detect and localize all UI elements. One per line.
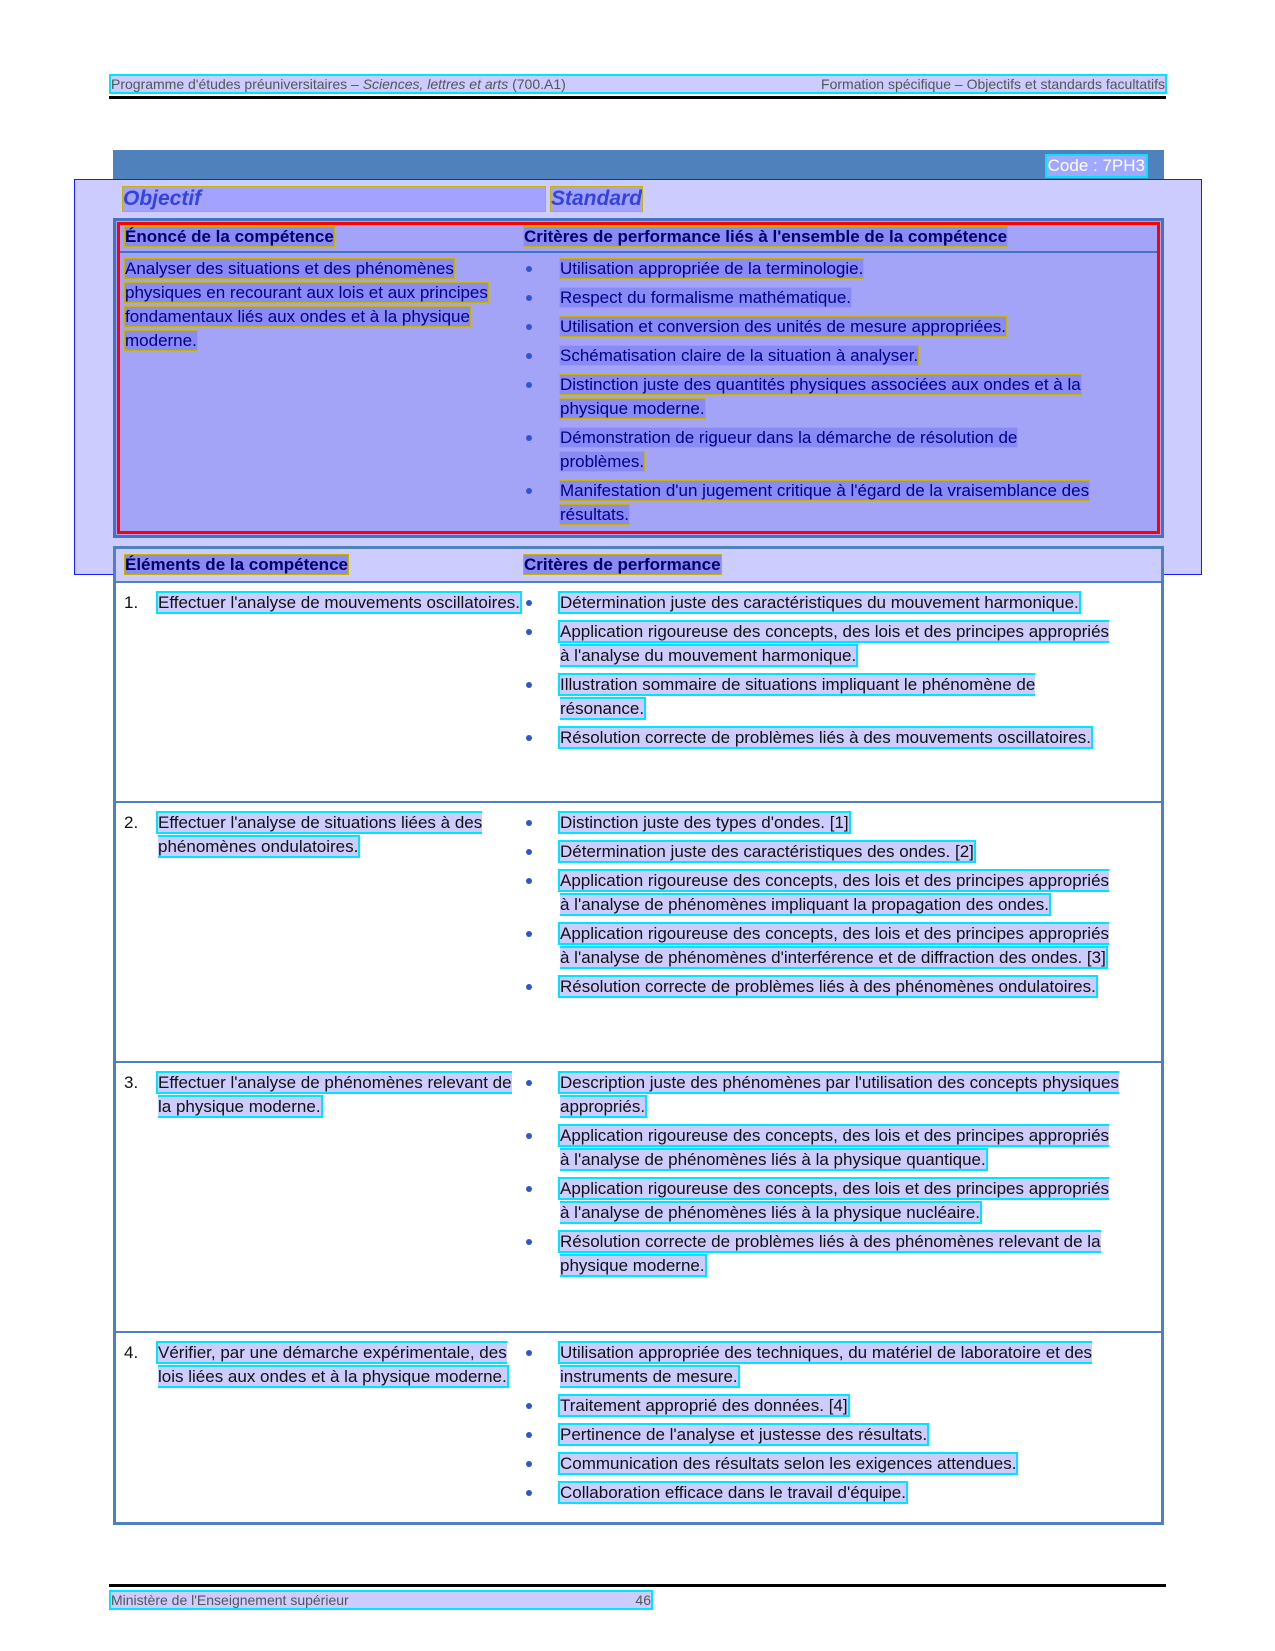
page-number: 46 — [635, 1592, 651, 1608]
criterion-text: Collaboration efficace dans le travail d'équipe. — [560, 1483, 906, 1502]
competence-criteria-list — [524, 257, 1094, 532]
criterion-text: Pertinence de l'analyse et justesse des résultats. — [560, 1425, 928, 1444]
criterion-item — [524, 373, 1094, 421]
criterion-text: Résolution correcte de problèmes liés à des phénomènes ondulatoires. — [560, 977, 1096, 996]
element-number: 4. — [124, 1343, 139, 1362]
criterion-item — [524, 286, 1094, 310]
criterion-text: Communication des résultats selon les exigences attendues. — [560, 1454, 1017, 1473]
competence-table — [113, 218, 1164, 538]
criterion-item — [524, 479, 1094, 527]
element-text — [124, 1071, 524, 1119]
criterion-item — [524, 1394, 1119, 1418]
criterion-item — [524, 344, 1094, 368]
criterion-item — [524, 426, 1094, 474]
element-description-text: Effectuer l'analyse de mouvements oscillatoires. — [158, 593, 520, 612]
criterion-text: Résolution correcte de problèmes liés à des mouvements oscillatoires. — [560, 728, 1092, 747]
element-description — [124, 1071, 524, 1119]
criterion-text: Distinction juste des types d'ondes. [1] — [560, 813, 849, 832]
criterion-item — [524, 1177, 1119, 1225]
criterion-item — [524, 1341, 1119, 1389]
element-description — [124, 591, 524, 615]
criterion-text: Application rigoureuse des concepts, des lois et des principes appropriés à l'analyse de phénomènes impliquant la propagation des ondes. — [560, 871, 1110, 914]
header-program: Programme d'études préuniversitaires – Sciences, lettres et arts (700.A1) — [111, 76, 566, 92]
criterion-item — [524, 1071, 1119, 1119]
criteria-list — [524, 1071, 1119, 1283]
criterion-item — [524, 673, 1119, 721]
criterion-text: Application rigoureuse des concepts, des lois et des principes appropriés à l'analyse de phénomènes d'interférence et de diffraction des ondes. [3] — [560, 924, 1110, 967]
criterion-text: Détermination juste des caractéristiques des ondes. [2] — [560, 842, 974, 861]
criteria-list — [524, 591, 1119, 755]
element-number: 2. — [124, 813, 139, 832]
element-text — [124, 591, 524, 615]
element-text — [124, 1341, 524, 1389]
header-section: Formation spécifique – Objectifs et standards facultatifs — [821, 76, 1165, 92]
code-bar — [113, 150, 1164, 179]
element-description — [124, 811, 524, 859]
criteria-list — [524, 1341, 1119, 1510]
elements-header: Éléments de la compétence — [125, 555, 348, 574]
criteres-header: Critères de performance — [524, 555, 721, 574]
course-code: Code : 7PH3 — [1047, 156, 1145, 175]
criterion-item — [524, 726, 1119, 750]
criterion-item — [524, 840, 1119, 864]
criterion-item — [524, 1230, 1119, 1278]
divider — [120, 251, 1157, 253]
criterion-text: Résolution correcte de problèmes liés à des phénomènes relevant de la physique moderne. — [560, 1232, 1101, 1275]
header-rule — [109, 96, 1166, 99]
criterion-text: Distinction juste des quantités physiques associées aux ondes et à la physique moderne. — [560, 375, 1081, 418]
criteres-ensemble-header: Critères de performance liés à l'ensemble de la compétence — [524, 227, 1008, 246]
criterion-item — [524, 257, 1094, 281]
criterion-item — [524, 1423, 1119, 1447]
criterion-text: Respect du formalisme mathématique. — [560, 288, 852, 307]
element-number: 1. — [124, 593, 139, 612]
criteria-list — [524, 811, 1119, 1004]
criterion-item — [524, 975, 1119, 999]
criterion-item — [524, 1452, 1119, 1476]
footer-rule — [109, 1584, 1166, 1587]
criterion-item — [524, 1481, 1119, 1505]
footer-ministry: Ministère de l'Enseignement supérieur — [111, 1592, 349, 1608]
criterion-text: Application rigoureuse des concepts, des lois et des principes appropriés à l'analyse du mouvement harmonique. — [560, 622, 1110, 665]
criterion-text: Utilisation appropriée des techniques, du matériel de laboratoire et des instruments de mesure. — [560, 1343, 1093, 1386]
criterion-text: Illustration sommaire de situations impliquant le phénomène de résonance. — [560, 675, 1036, 718]
element-row — [116, 1061, 1161, 1333]
standard-label: Standard — [551, 187, 643, 210]
criterion-text: Traitement approprié des données. [4] — [560, 1396, 848, 1415]
element-number: 3. — [124, 1073, 139, 1092]
element-description-text: Effectuer l'analyse de situations liées à des phénomènes ondulatoires. — [158, 813, 483, 856]
enonce-header: Énoncé de la compétence — [125, 227, 334, 246]
criterion-text: Application rigoureuse des concepts, des lois et des principes appropriés à l'analyse de phénomènes liés à la physique nucléaire. — [560, 1179, 1110, 1222]
element-text — [124, 811, 524, 859]
criterion-item — [524, 1124, 1119, 1172]
element-row — [116, 1331, 1161, 1526]
criterion-item — [524, 922, 1119, 970]
criterion-item — [524, 591, 1119, 615]
element-description — [124, 1341, 524, 1389]
objectif-label: Objectif — [123, 187, 545, 211]
criterion-item — [524, 811, 1119, 835]
criterion-text: Application rigoureuse des concepts, des lois et des principes appropriés à l'analyse de phénomènes liés à la physique quantique. — [560, 1126, 1110, 1169]
criterion-text: Utilisation et conversion des unités de mesure appropriées. — [560, 317, 1007, 336]
criterion-text: Schématisation claire de la situation à analyser. — [560, 346, 919, 365]
enonce-text: Analyser des situations et des phénomènes physiques en recourant aux lois et aux principes fondamentaux liés aux ondes et à la physique moderne. — [125, 259, 488, 350]
page-header — [111, 76, 1165, 92]
element-description-text: Effectuer l'analyse de phénomènes relevant de la physique moderne. — [158, 1073, 512, 1116]
criterion-text: Détermination juste des caractéristiques du mouvement harmonique. — [560, 593, 1079, 612]
element-description-text: Vérifier, par une démarche expérimentale, des lois liées aux ondes et à la physique moderne. — [158, 1343, 507, 1386]
criterion-item — [524, 869, 1119, 917]
criterion-text: Description juste des phénomènes par l'utilisation des concepts physiques appropriés. — [560, 1073, 1119, 1116]
criterion-item — [524, 315, 1094, 339]
element-row — [116, 801, 1161, 1063]
criterion-text: Manifestation d'un jugement critique à l'égard de la vraisemblance des résultats. — [560, 481, 1090, 524]
element-row — [116, 581, 1161, 803]
page-footer — [111, 1592, 651, 1608]
elements-header-row — [116, 549, 1161, 583]
criterion-item — [524, 620, 1119, 668]
criterion-text: Utilisation appropriée de la terminologie. — [560, 259, 864, 278]
elements-table — [113, 546, 1164, 1525]
criterion-text: Démonstration de rigueur dans la démarche de résolution de problèmes. — [560, 428, 1018, 471]
